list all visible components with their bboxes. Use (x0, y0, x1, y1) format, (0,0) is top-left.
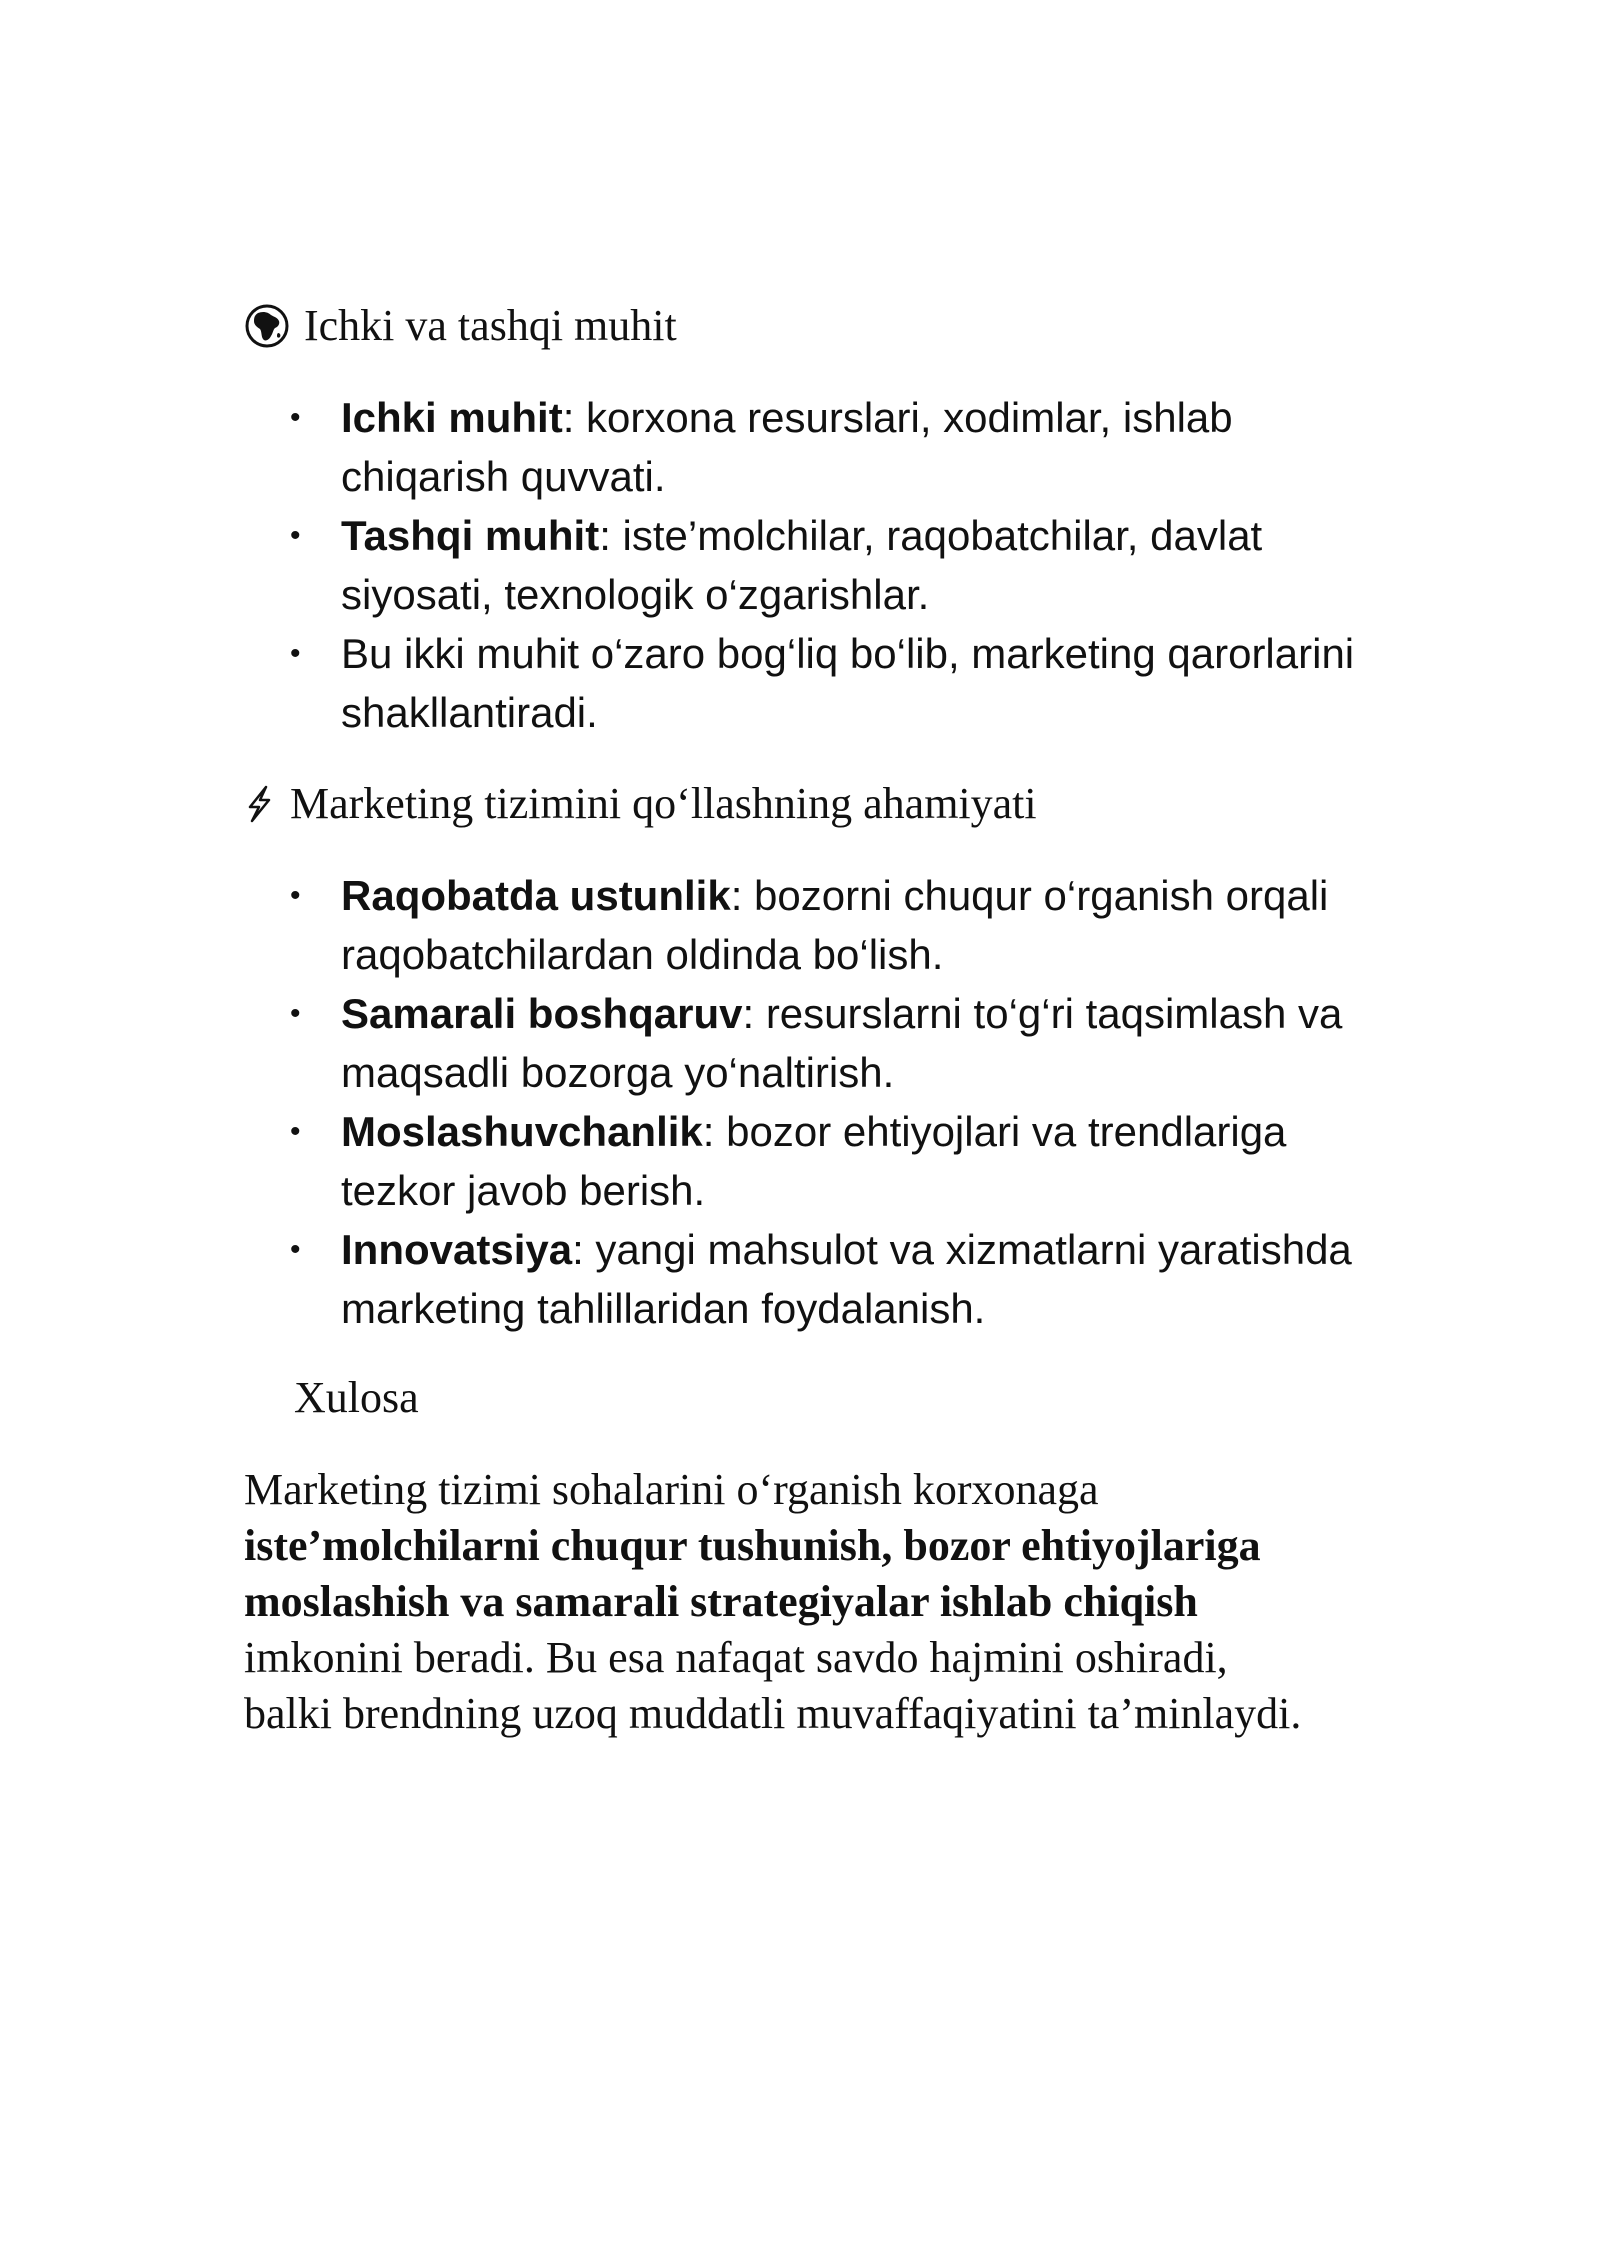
list-item-term: Tashqi muhit (341, 512, 600, 559)
list-item (244, 1102, 1364, 1220)
list-item (244, 1220, 1364, 1338)
lightning-icon (244, 781, 274, 827)
list-item (244, 866, 1364, 984)
importance-list (244, 866, 1364, 1338)
list-item (244, 984, 1364, 1102)
conclusion-heading: Xulosa (294, 1373, 419, 1422)
list-item-text: : iste’molchilar, raqobatchilar, davlat siyosati, texnologik o‘zgarishlar. (341, 512, 1263, 618)
list-item-text: : bozor ehtiyojlari va trendlariga tezkor javob berish. (341, 1108, 1287, 1214)
section-heading-text: Marketing tizimini qo‘llashning ahamiyati (290, 779, 1037, 828)
list-item (244, 506, 1364, 624)
list-item-text: : yangi mahsulot va xizmatlarni yaratishda marketing tahlillaridan foydalanish. (341, 1226, 1352, 1332)
list-item-term: Moslashuvchanlik (341, 1108, 703, 1155)
list-item (244, 624, 1364, 742)
list-item-term: Samarali boshqaruv (341, 990, 743, 1037)
list-item-text: Bu ikki muhit o‘zaro bog‘liq bo‘lib, marketing qarorlarini shakllantiradi. (341, 630, 1355, 736)
section-heading-importance (244, 774, 1364, 834)
document-content (244, 296, 1364, 1742)
section-heading-text: Ichki va tashqi muhit (304, 301, 677, 350)
list-item-text: : resurslarni to‘g‘ri taqsimlash va maqsadli bozorga yo‘naltirish. (341, 990, 1343, 1096)
list-item-text: : korxona resurslari, xodimlar, ishlab chiqarish quvvati. (341, 394, 1233, 500)
conclusion-text-before: Marketing tizimi sohalarini o‘rganish korxonaga (244, 1465, 1099, 1514)
list-item-term: Innovatsiya (341, 1226, 573, 1273)
list-item-text: : bozorni chuqur o‘rganish orqali raqobatchilardan oldinda bo‘lish. (341, 872, 1329, 978)
list-item-term: Raqobatda ustunlik (341, 872, 731, 919)
internal-external-list (244, 388, 1364, 742)
list-item (244, 388, 1364, 506)
section-heading-internal-external (244, 296, 1364, 356)
conclusion-paragraph (244, 1462, 1304, 1742)
list-item-term: Ichki muhit (341, 394, 563, 441)
conclusion-text-after: imkonini beradi. Bu esa nafaqat savdo hajmini oshiradi, balki brendning uzoq muddatli muvaffaqiyatini ta’minlaydi. (244, 1633, 1302, 1738)
globe-africa-icon (244, 303, 290, 349)
conclusion-bold-text: iste’molchilarni chuqur tushunish, bozor ehtiyojlariga moslashish va samarali strategiyalar ishlab chiqish (244, 1521, 1261, 1626)
